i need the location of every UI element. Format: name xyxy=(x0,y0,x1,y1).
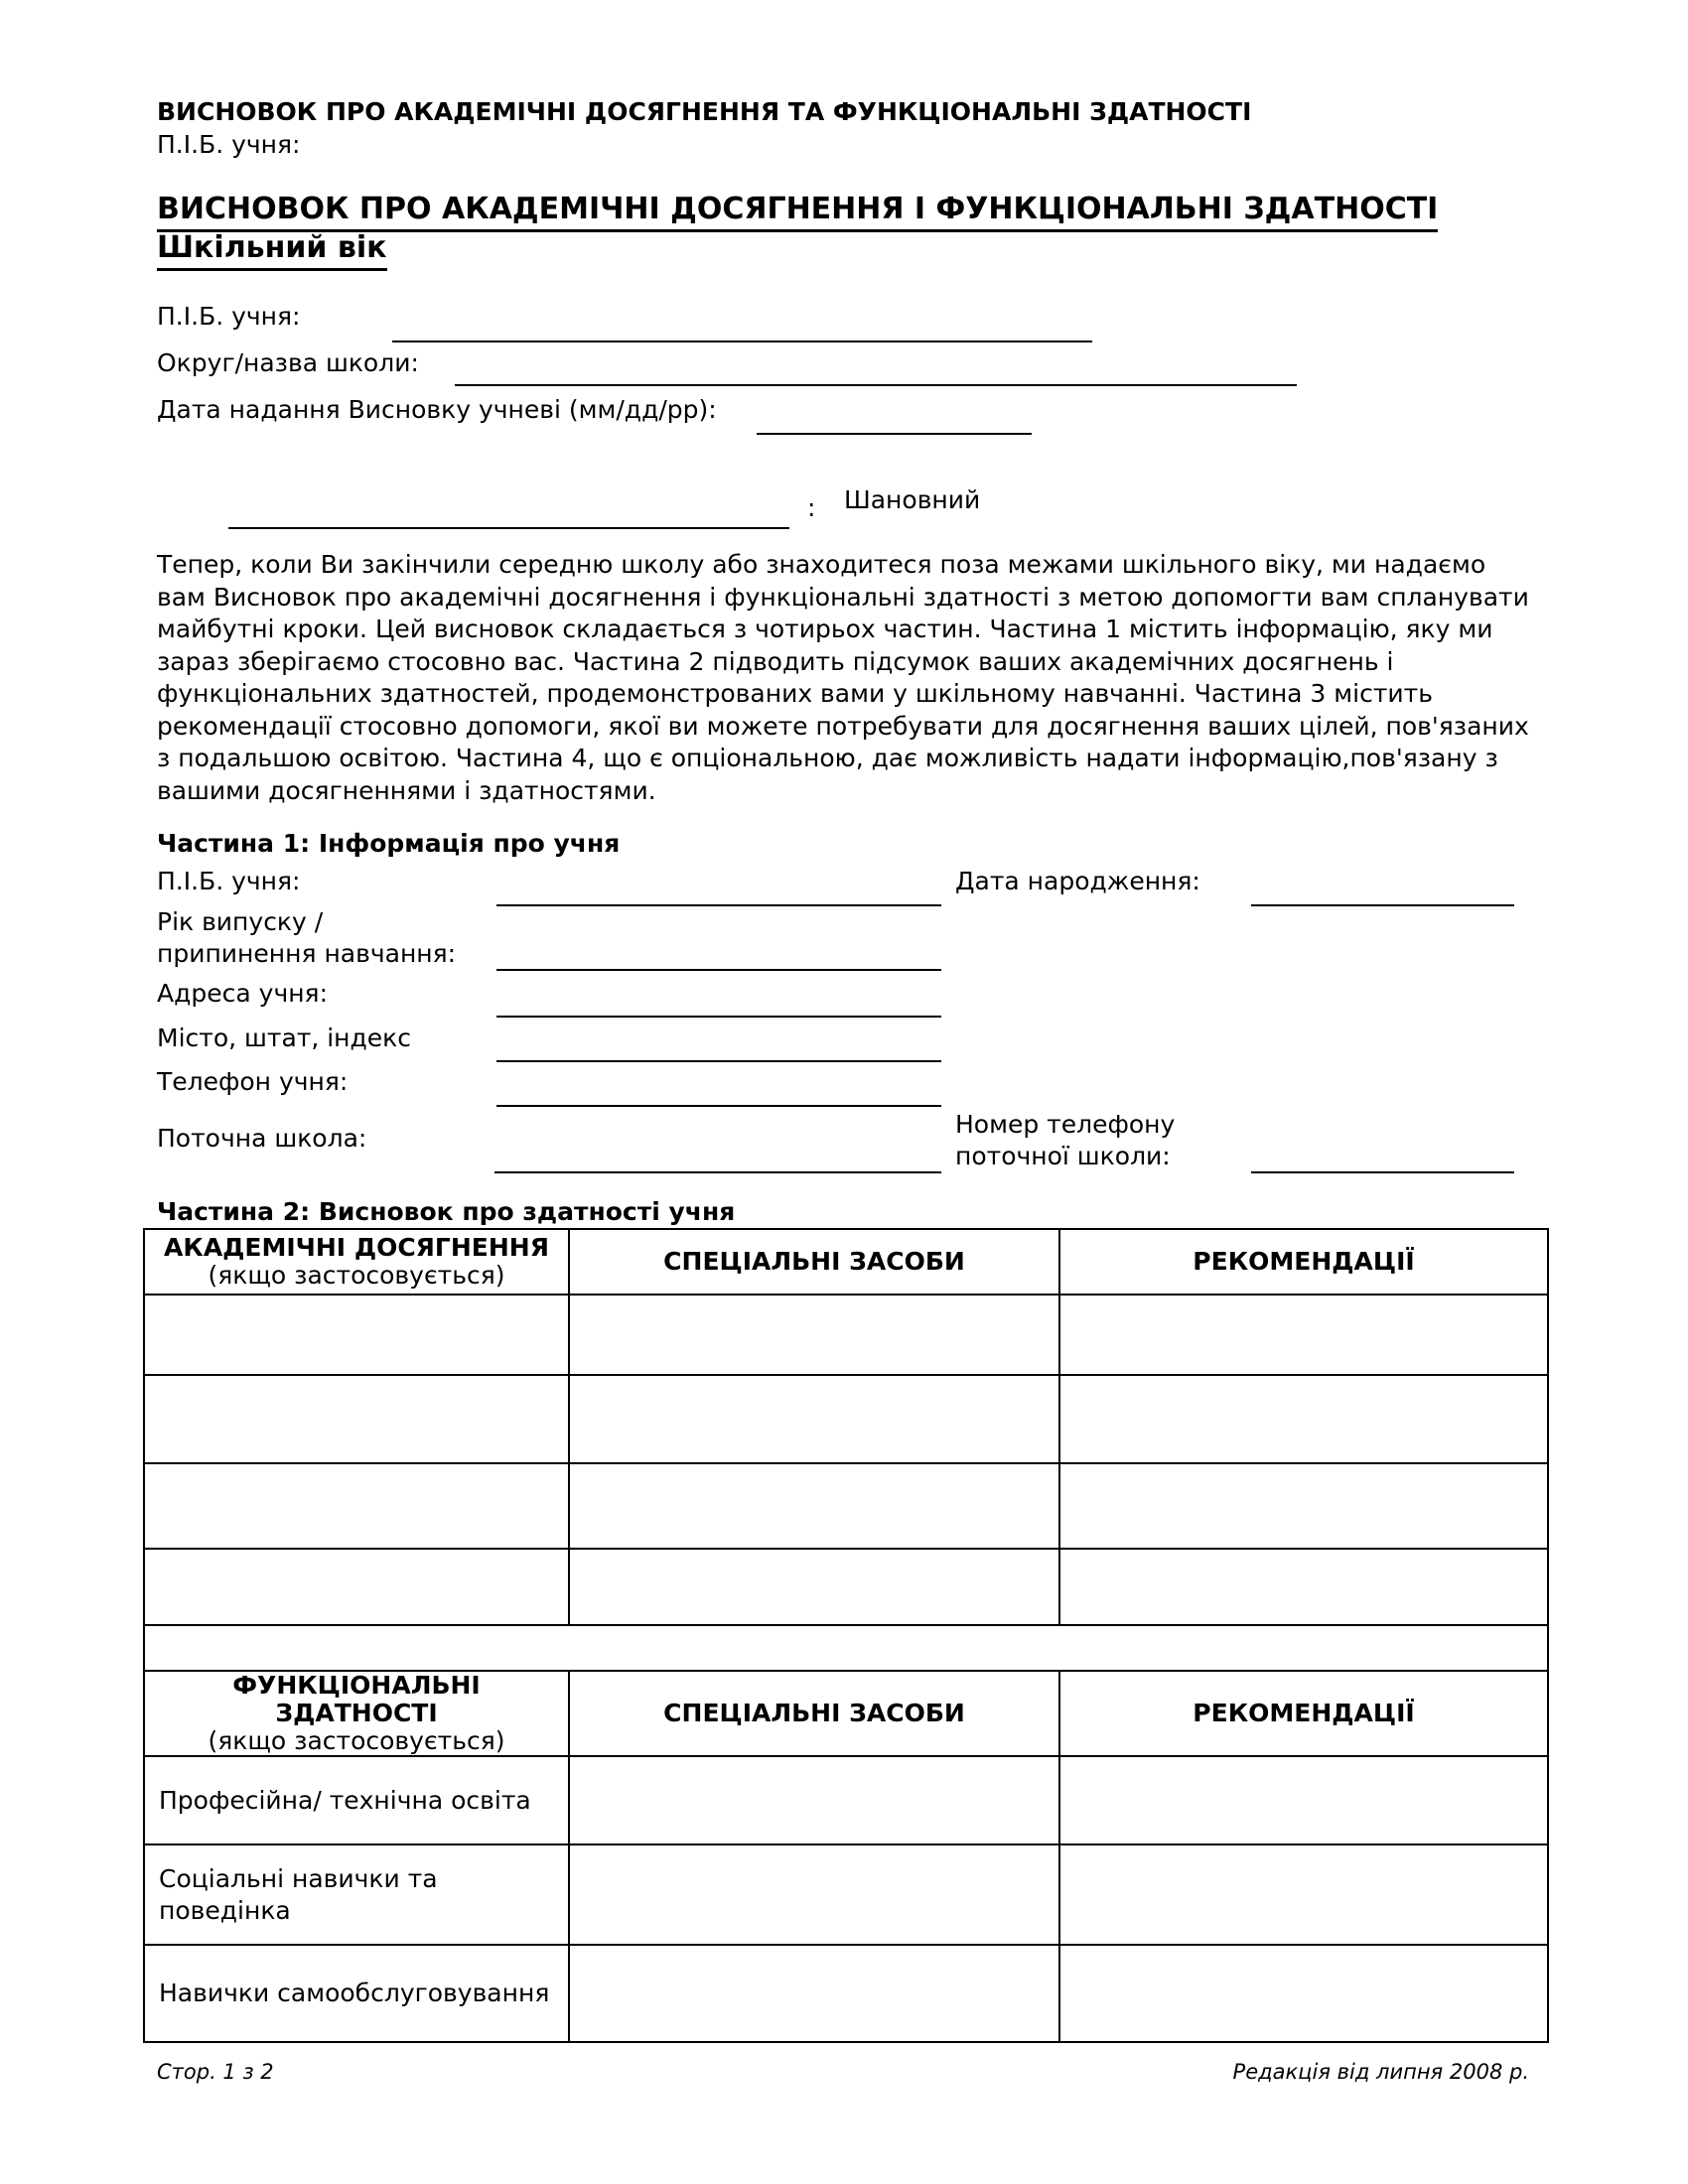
part1-school-phone-label-2: поточної школи: xyxy=(955,1142,1171,1170)
part1-heading-number: Частина 1 xyxy=(157,829,301,858)
intro-student-name-label: П.І.Б. учня: xyxy=(157,302,301,331)
part2-heading-number: Частина 2 xyxy=(157,1197,301,1226)
academic-special-means-header: СПЕЦІАЛЬНІ ЗАСОБИ xyxy=(569,1229,1059,1295)
footer-revision: Редакція від липня 2008 р. xyxy=(1232,2060,1529,2084)
recommendations-cell[interactable] xyxy=(1059,1549,1548,1625)
part1-name-field[interactable] xyxy=(496,904,941,906)
intro-district-label: Округ/назва школи: xyxy=(157,348,419,377)
functional-row-label: Професійна/ технічна освіта xyxy=(144,1756,569,1844)
functional-header-row xyxy=(144,1671,1548,1756)
academic-cell[interactable] xyxy=(144,1375,569,1463)
footer-page-number: Стор. 1 з 2 xyxy=(157,2060,274,2084)
special-means-cell[interactable] xyxy=(569,1375,1059,1463)
document-subtitle: Шкільний вік xyxy=(157,230,387,271)
academic-cell[interactable] xyxy=(144,1549,569,1625)
recommendations-cell[interactable] xyxy=(1059,1945,1548,2042)
part1-grad-year-field[interactable] xyxy=(496,969,941,971)
academic-recommendations-header: РЕКОМЕНДАЦІЇ xyxy=(1059,1229,1548,1295)
functional-header-note: (якщо застосовується) xyxy=(208,1726,505,1755)
part2-heading-title: : Висновок про здатності учня xyxy=(300,1197,736,1226)
academic-row xyxy=(144,1549,1548,1625)
special-means-cell[interactable] xyxy=(569,1295,1059,1375)
special-means-cell[interactable] xyxy=(569,1844,1059,1945)
intro-district-field[interactable] xyxy=(455,384,1297,386)
document-title xyxy=(157,192,1438,232)
intro-paragraph: Тепер, коли Ви закінчили середню школу або знаходитеся поза межами шкільного віку, ми надаємо вам Висновок про академічні досягнення і функціональні здатності з метою допомогти вам спланувати майбутні кроки. Цей висновок складається з чотирьох частин. Частина 1 містить інформацію, яку ми зараз зберігаємо стосовно вас. Частина 2 підводить підсумок ваших академічних досягнень і функціональних здатностей, продемонстрованих вами у шкільному навчанні. Частина 3 містить рекомендації стосовно допомоги, якої ви можете потребувати для досягнення ваших цілей, пов'язаних з подальшою освітою. Частина 4, що є опціональною, дає можливість надати інформацію,пов'язану з вашими досягненнями і здатностями. xyxy=(157,550,1529,805)
assessment-table xyxy=(143,1228,1549,2043)
part1-school-phone-field[interactable] xyxy=(1251,1171,1514,1173)
top-header-title: ВИСНОВОК ПРО АКАДЕМІЧНІ ДОСЯГНЕННЯ ТА ФУНКЦІОНАЛЬНІ ЗДАТНОСТІ xyxy=(157,97,1252,126)
special-means-cell[interactable] xyxy=(569,1756,1059,1844)
functional-recommendations-header: РЕКОМЕНДАЦІЇ xyxy=(1059,1671,1548,1756)
recommendations-cell[interactable] xyxy=(1059,1463,1548,1549)
academic-header-title: АКАДЕМІЧНІ ДОСЯГНЕННЯ xyxy=(164,1233,549,1262)
functional-special-means-header: СПЕЦІАЛЬНІ ЗАСОБИ xyxy=(569,1671,1059,1756)
greeting-name-field[interactable] xyxy=(228,527,789,529)
academic-header-note: (якщо застосовується) xyxy=(208,1261,505,1290)
functional-header-cell xyxy=(144,1671,569,1756)
functional-header-title: ФУНКЦІОНАЛЬНІ ЗДАТНОСТІ xyxy=(232,1671,481,1727)
special-means-cell[interactable] xyxy=(569,1945,1059,2042)
academic-cell[interactable] xyxy=(144,1463,569,1549)
functional-row xyxy=(144,1945,1548,2042)
part1-address-field[interactable] xyxy=(496,1016,941,1018)
part1-school-phone-label-1: Номер телефону xyxy=(955,1110,1176,1139)
part1-heading-title: : Інформація про учня xyxy=(300,829,621,858)
academic-header-cell xyxy=(144,1229,569,1295)
part1-city-field[interactable] xyxy=(496,1060,941,1062)
part1-current-school-field[interactable] xyxy=(494,1171,941,1173)
recommendations-cell[interactable] xyxy=(1059,1756,1548,1844)
part1-heading xyxy=(157,828,620,860)
greeting-colon: : xyxy=(807,493,816,522)
part1-name-label: П.І.Б. учня: xyxy=(157,867,301,895)
part1-birth-date-label: Дата народження: xyxy=(955,867,1200,895)
intro-date-label: Дата надання Висновку учневі (мм/дд/рр): xyxy=(157,395,717,424)
functional-row xyxy=(144,1756,1548,1844)
document-subtitle-wrap xyxy=(157,230,387,271)
part1-current-school-label: Поточна школа: xyxy=(157,1124,367,1153)
part1-grad-year-label-2: припинення навчання: xyxy=(157,939,457,968)
part1-birth-date-field[interactable] xyxy=(1251,904,1514,906)
intro-date-field[interactable] xyxy=(757,433,1032,435)
functional-row xyxy=(144,1844,1548,1945)
academic-header-row xyxy=(144,1229,1548,1295)
functional-row-label: Навички самообслуговування xyxy=(144,1945,569,2042)
academic-row xyxy=(144,1463,1548,1549)
document-title-line1: ВИСНОВОК ПРО АКАДЕМІЧНІ ДОСЯГНЕННЯ І ФУНКЦІОНАЛЬНІ ЗДАТНОСТІ xyxy=(157,192,1438,232)
functional-row-label: Соціальні навички та поведінка xyxy=(144,1844,569,1945)
recommendations-cell[interactable] xyxy=(1059,1375,1548,1463)
part1-phone-label: Телефон учня: xyxy=(157,1067,349,1096)
part1-grad-year-label-1: Рік випуску / xyxy=(157,907,324,936)
part2-heading xyxy=(157,1196,735,1228)
special-means-cell[interactable] xyxy=(569,1463,1059,1549)
recommendations-cell[interactable] xyxy=(1059,1844,1548,1945)
spacer-cell xyxy=(144,1625,1548,1671)
spacer-row xyxy=(144,1625,1548,1671)
intro-student-name-field[interactable] xyxy=(392,341,1092,342)
academic-row xyxy=(144,1375,1548,1463)
part1-city-label: Місто, штат, індекс xyxy=(157,1024,412,1052)
top-header-student-label: П.І.Б. учня: xyxy=(157,130,301,159)
academic-cell[interactable] xyxy=(144,1295,569,1375)
part1-phone-field[interactable] xyxy=(496,1105,941,1107)
recommendations-cell[interactable] xyxy=(1059,1295,1548,1375)
greeting-dear: Шановний xyxy=(844,485,981,514)
special-means-cell[interactable] xyxy=(569,1549,1059,1625)
part1-address-label: Адреса учня: xyxy=(157,979,329,1008)
academic-row xyxy=(144,1295,1548,1375)
